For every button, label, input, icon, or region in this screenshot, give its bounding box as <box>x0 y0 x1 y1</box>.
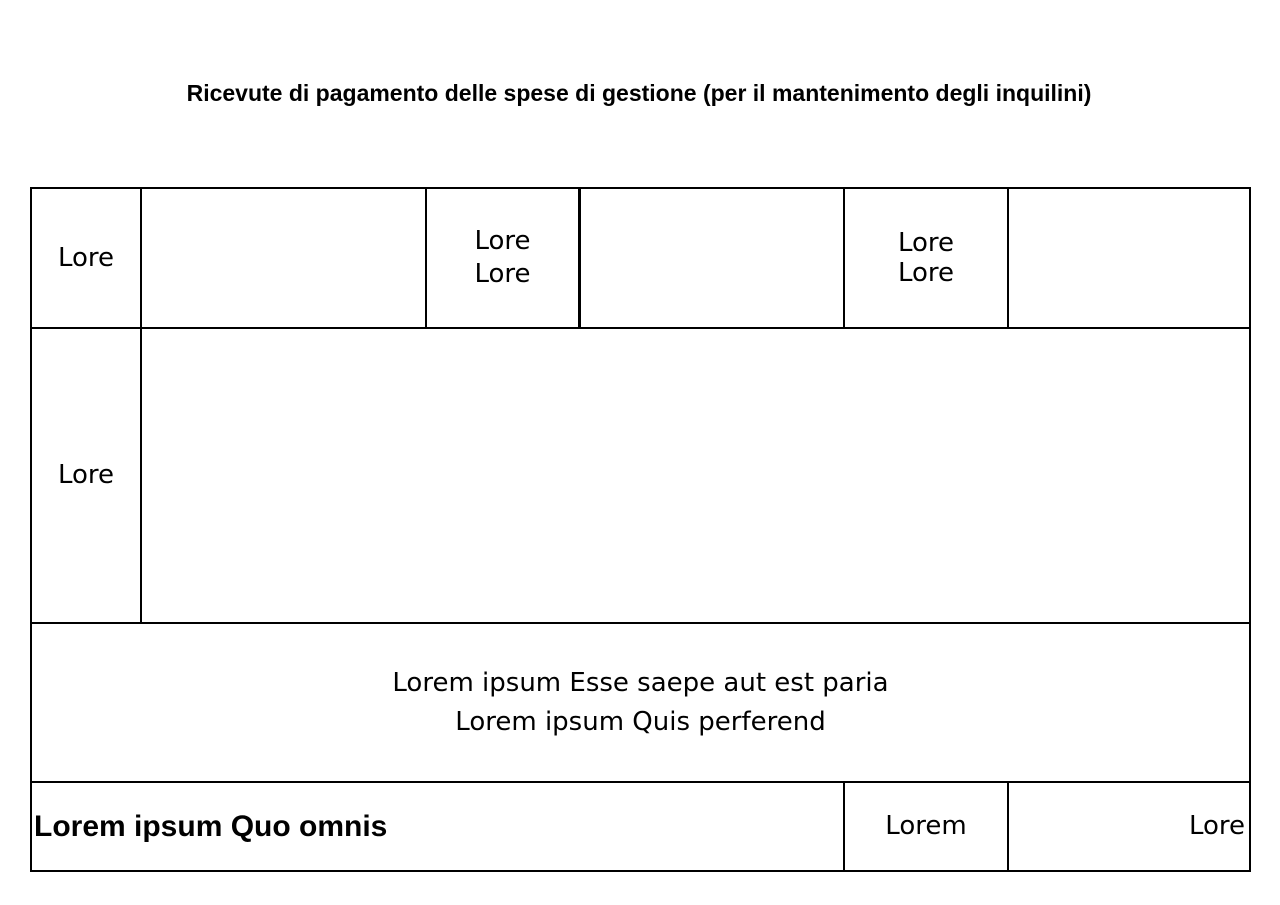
row1-value-1 <box>142 189 427 329</box>
footer-unit-label: Lorem <box>885 811 967 841</box>
footer-label-cell <box>32 783 845 870</box>
notes-cell <box>32 624 1249 783</box>
notes-line-2: Lorem ipsum Quis perferend <box>455 706 826 737</box>
row2-value <box>142 329 1249 624</box>
footer-label: Lorem ipsum Quo omnis <box>34 810 388 843</box>
notes-line-1: Lorem ipsum Esse saepe aut est paria <box>392 667 889 698</box>
row1-label-2-line1: Lore <box>474 226 531 256</box>
row1-label-1 <box>32 189 142 329</box>
row2-label <box>32 329 142 624</box>
row1-label-3 <box>845 189 1009 329</box>
footer-unit-cell <box>845 783 1009 870</box>
footer-amount-cell <box>1009 783 1249 870</box>
row1-label-3-line1: Lore <box>897 228 955 258</box>
row1-label-1-text: Lore <box>57 242 115 273</box>
row1-value-2 <box>581 189 845 329</box>
row1-label-2-line2: Lore <box>474 259 531 289</box>
row2-label-text: Lore <box>57 460 115 490</box>
footer-amount: Lore <box>1188 811 1245 841</box>
row1-label-2 <box>427 189 581 329</box>
row1-label-3-line2: Lore <box>897 258 955 288</box>
document-title: Ricevute di pagamento delle spese di gestione (per il mantenimento degli inquilini) <box>186 80 1092 106</box>
row1-value-3 <box>1009 189 1249 329</box>
